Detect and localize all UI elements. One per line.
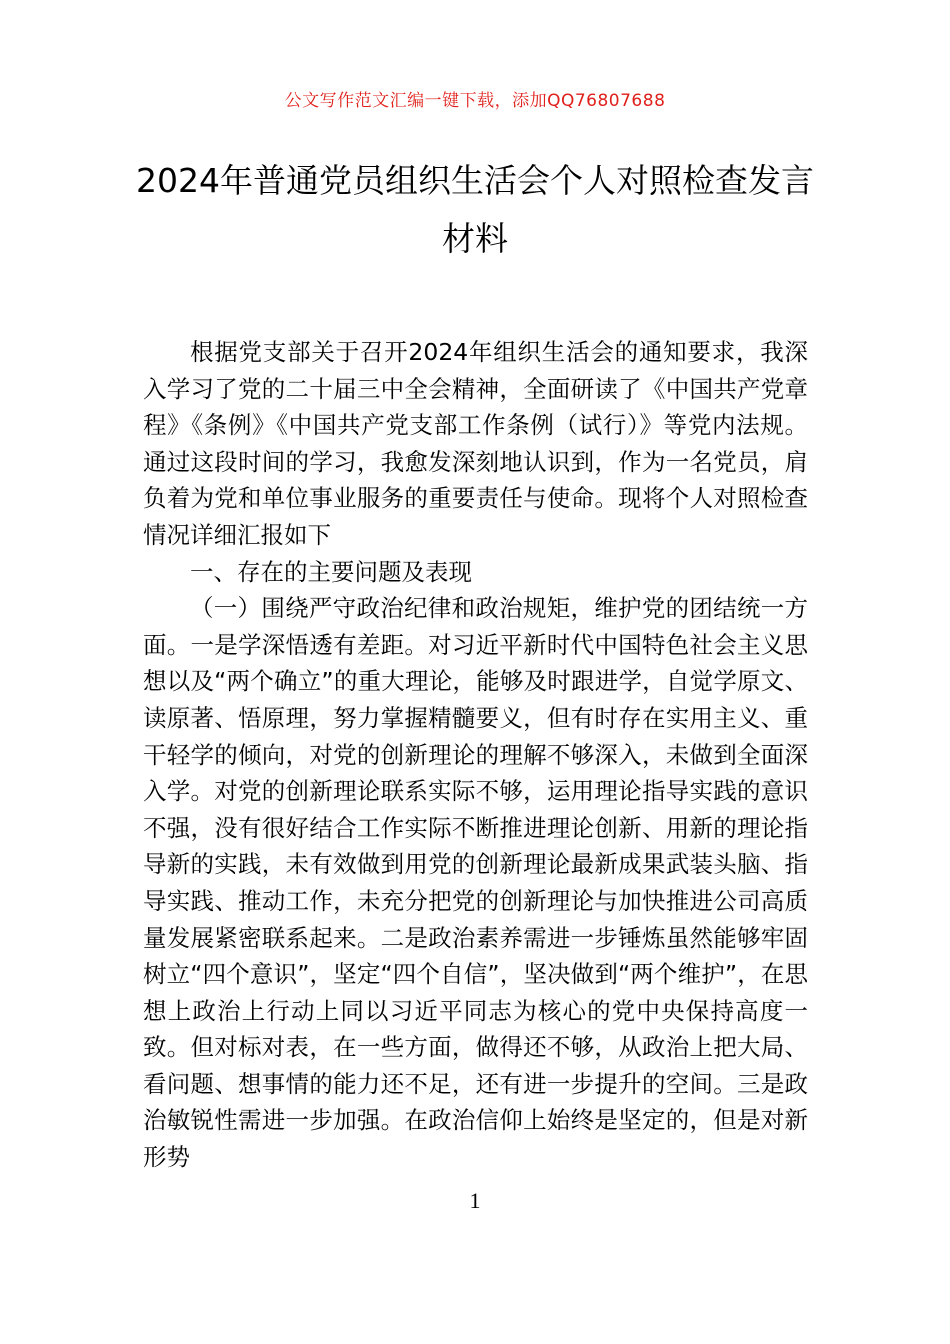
section-heading: 一、存在的主要问题及表现 bbox=[190, 557, 472, 586]
document-body bbox=[143, 334, 808, 1176]
page-number: 1 bbox=[469, 1188, 481, 1213]
intro-paragraph: 根据党支部关于召开2024年组织生活会的通知要求，我深入学习了党的二十届三中全会精神，全面研读了《中国共产党章程》《条例》《中国共产党支部工作条例（试行）》等党内法规。通过这段时间的学习，我愈发深刻地认识到，作为一名党员，肩负着为党和单位事业服务的重要责任与使命。现将个人对照检查情况详细汇报如下 bbox=[143, 338, 808, 549]
document-title: 2024年普通党员组织生活会个人对照检查发言材料 bbox=[136, 161, 814, 258]
body-paragraph: （一）围绕严守政治纪律和政治规矩，维护党的团结统一方面。一是学深悟透有差距。对习近平新时代中国特色社会主义思想以及“两个确立”的重大理论，能够及时跟进学，自觉学原文、读原著、悟原理，努力掌握精髓要义，但有时存在实用主义、重干轻学的倾向，对党的创新理论的理解不够深入，未做到全面深入学。对党的创新理论联系实际不够，运用理论指导实践的意识不强，没有很好结合工作实际不断推进理论创新、用新的理论指导新的实践，未有效做到用党的创新理论最新成果武装头脑、指导实践、推动工作，未充分把党的创新理论与加快推进公司高质量发展紧密联系起来。二是政治素养需进一步锤炼虽然能够牢固树立“四个意识”，坚定“四个自信”，坚决做到“两个维护”，在思想上政治上行动上同以习近平同志为核心的党中央保持高度一致。但对标对表，在一些方面，做得还不够，从政治上把大局、看问题、想事情的能力还不足，还有进一步提升的空间。三是政治敏锐性需进一步加强。在政治信仰上始终是坚定的，但是对新形势 bbox=[143, 594, 808, 1172]
download-promo-note: 公文写作范文汇编一键下载，添加QQ76807688 bbox=[284, 91, 666, 111]
